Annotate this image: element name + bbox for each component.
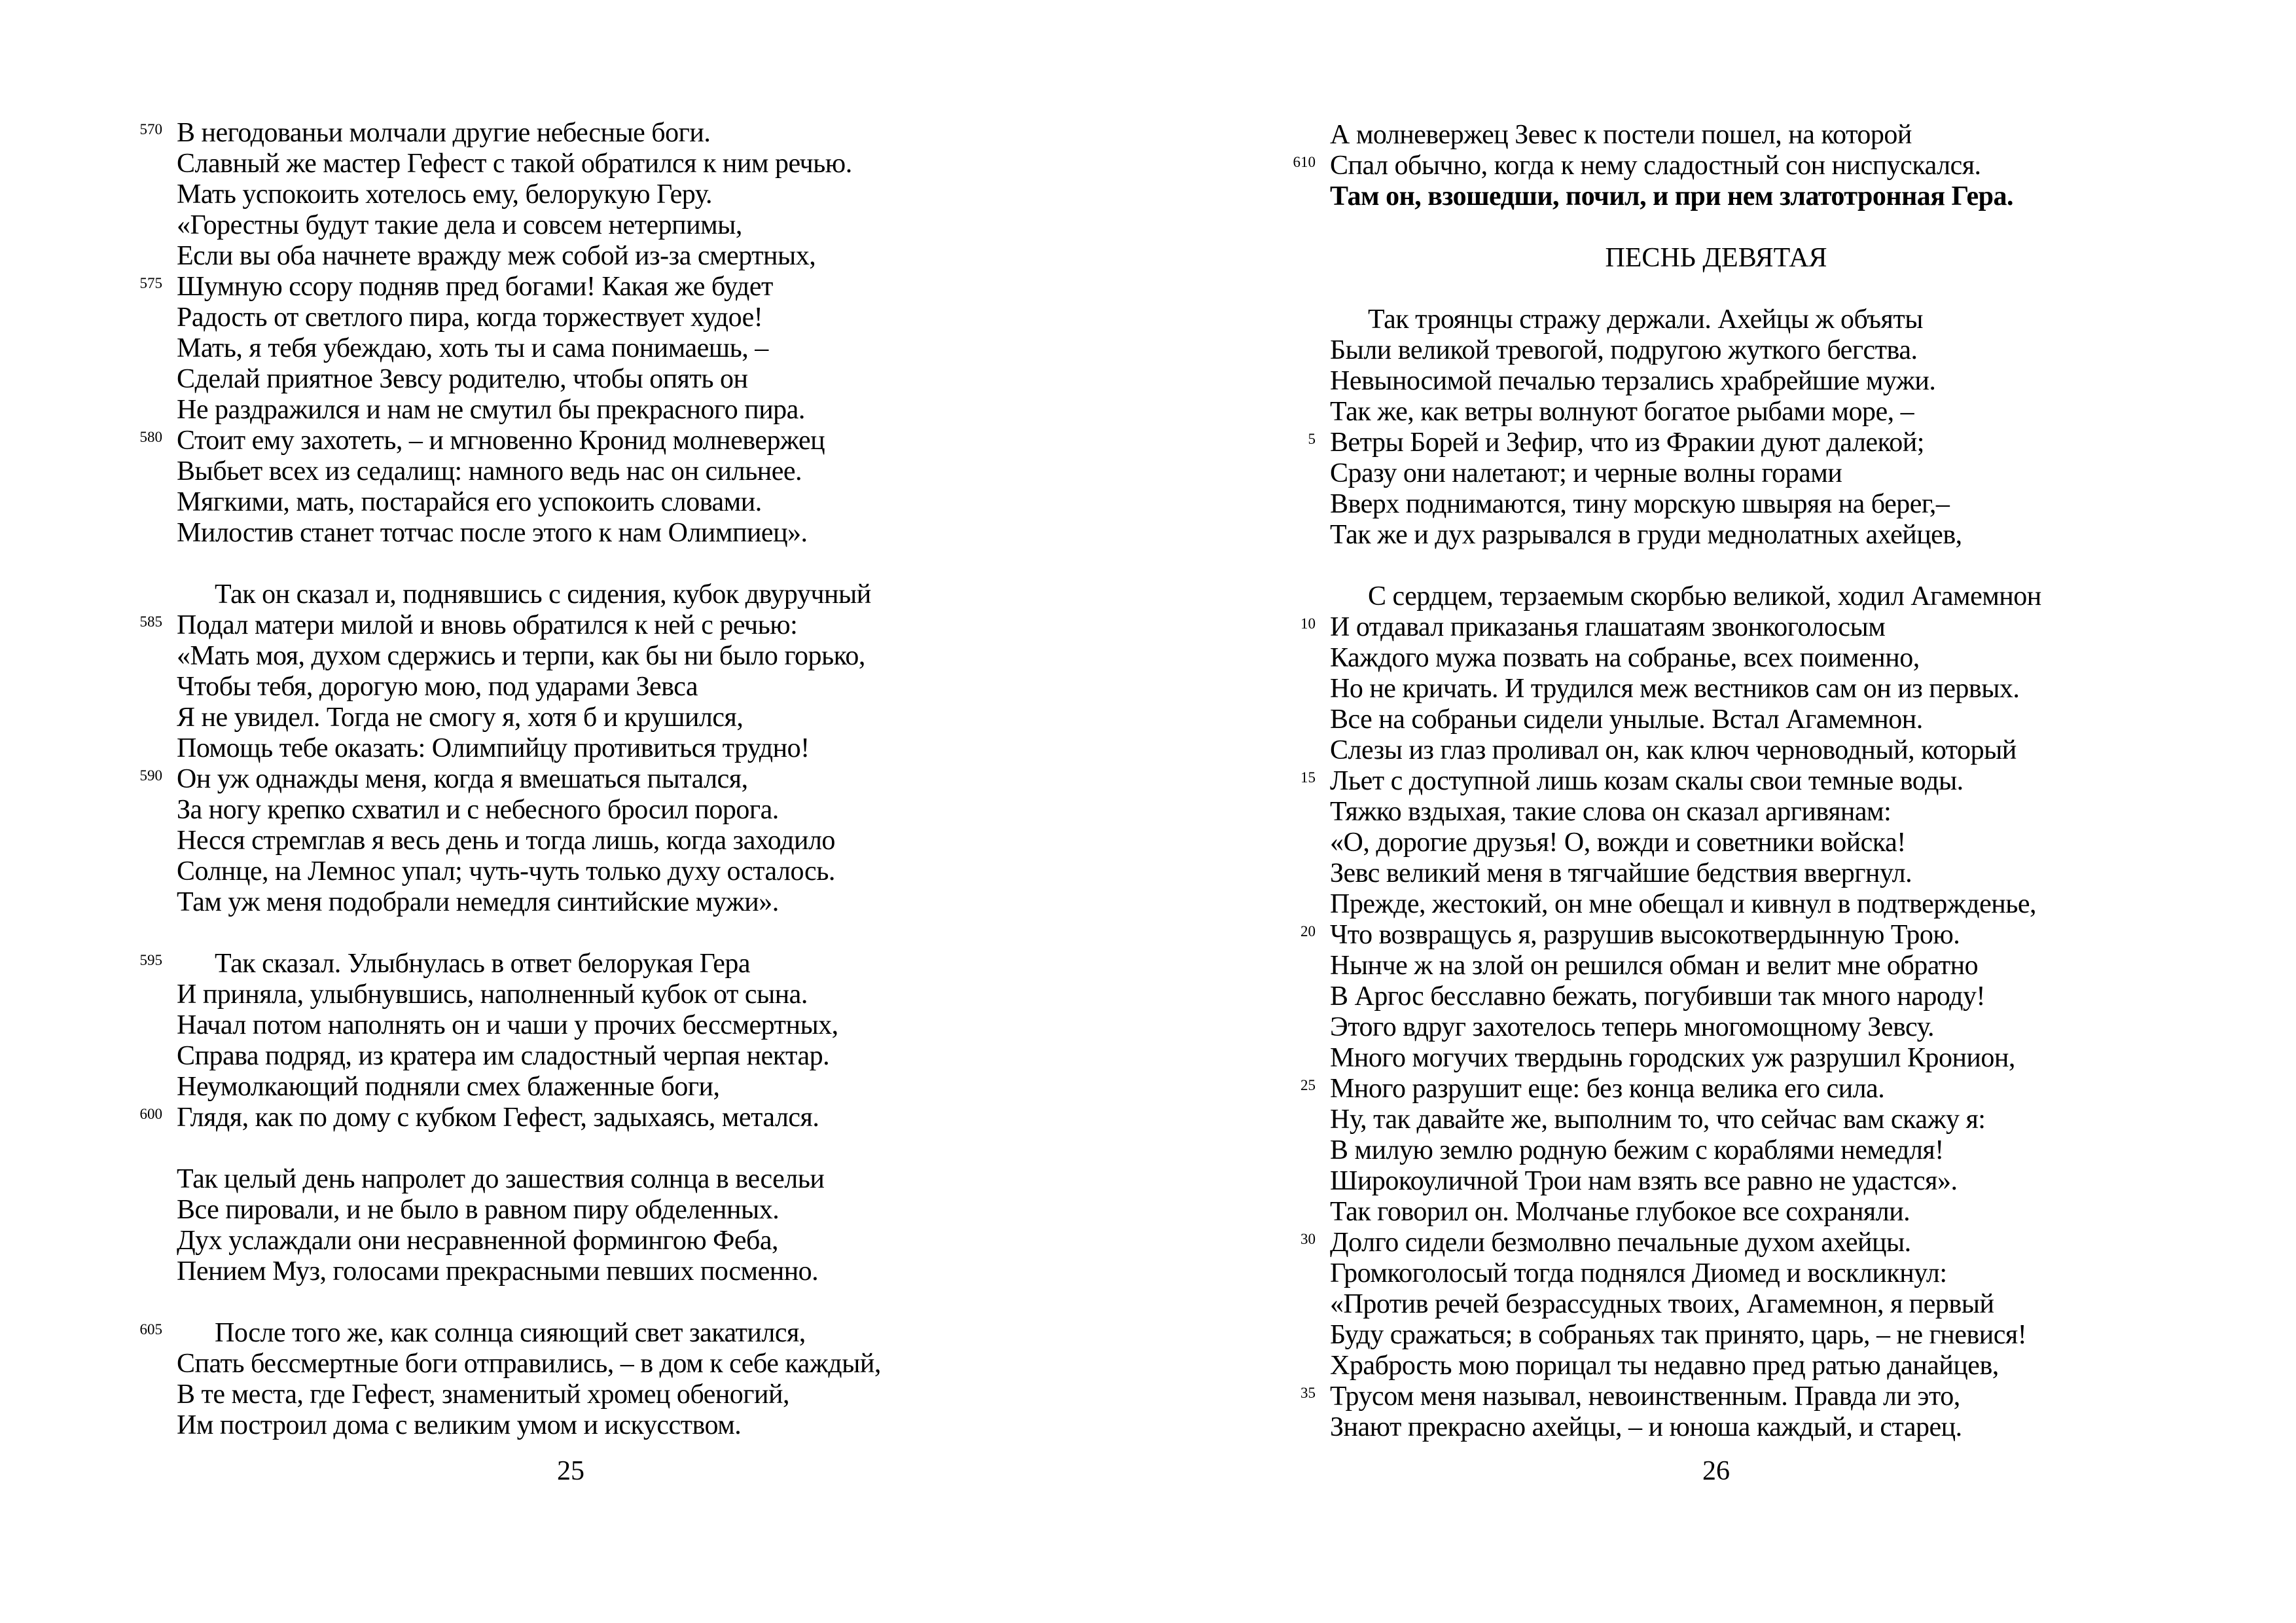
verse-line — [177, 210, 988, 241]
verse-line — [1330, 1289, 2161, 1320]
verse-text: Были великой тревогой, подругою жуткого бегства. — [1330, 335, 1918, 365]
verse-text: В милую землю родную бежим с кораблями немедля! — [1330, 1135, 1944, 1165]
verse-text: Слезы из глаз проливал он, как ключ черноводный, который — [1330, 735, 2017, 765]
verse-text: Все пировали, и не было в равном пиру обделенных. — [177, 1195, 780, 1225]
verse-line — [1330, 1412, 2161, 1443]
line-number: 35 — [1300, 1385, 1316, 1401]
verse-text: «О, дорогие друзья! О, вожди и советники войска! — [1330, 828, 1906, 858]
verse-line — [1300, 920, 2161, 951]
verse-text: Пением Муз, голосами прекрасными певших посменно. — [177, 1256, 819, 1286]
verse-line — [177, 1226, 988, 1256]
verse-text: Так говорил он. Молчанье глубокое все сохраняли. — [1330, 1197, 1910, 1227]
verse-line — [1330, 704, 2161, 735]
verse-line — [1330, 1043, 2161, 1074]
verse-line — [177, 1410, 988, 1441]
verse-text: Радость от светлого пира, когда торжествует худое! — [177, 302, 763, 333]
line-number: 610 — [1293, 154, 1316, 170]
verse-line — [177, 856, 988, 887]
verse-line — [139, 118, 988, 149]
line-number: 25 — [1300, 1077, 1316, 1093]
verse-line — [1330, 1012, 2161, 1043]
verse-line — [177, 241, 988, 272]
verse-line — [1300, 766, 2161, 797]
stanza — [139, 579, 988, 918]
verse-text: Помощь тебе оказать: Олимпийцу противиться трудно! — [177, 733, 810, 763]
verse-text: С сердцем, терзаемым скорбью великой, ходил Агамемнон — [1368, 581, 2041, 611]
verse-line — [1330, 951, 2161, 981]
verse-line — [1330, 735, 2161, 766]
verse-text: Неумолкающий подняли смех блаженные боги, — [177, 1072, 720, 1102]
verse-text: «Горестны будут такие дела и совсем нетерпимы, — [177, 210, 742, 240]
verse-text: Начал потом наполнять он и чаши у прочих бессмертных, — [177, 1010, 838, 1040]
verse-line — [1330, 828, 2161, 858]
verse-line — [177, 518, 988, 549]
stanza — [177, 1164, 988, 1287]
verse-text: Им построил дома с великим умом и искусством. — [177, 1410, 742, 1440]
verse-text: Невыносимой печалью терзались храбрейшие мужи. — [1330, 366, 1936, 396]
verse-text: Так целый день напролет до зашествия солнца в весельи — [177, 1164, 825, 1194]
stanza — [139, 1318, 988, 1441]
verse-text: В негодованьи молчали другие небесные боги. — [177, 118, 711, 148]
verse-line — [177, 1195, 988, 1226]
verse-line — [177, 1379, 988, 1410]
verse-line — [177, 826, 988, 856]
page-number-right: 26 — [1702, 1456, 1730, 1486]
verse-text: Каждого мужа позвать на собранье, всех поименно, — [1330, 643, 1920, 673]
verse-column-right — [1293, 120, 2161, 1443]
verse-text: Мать, я тебя убеждаю, хоть ты и сама понимаешь, – — [177, 333, 768, 363]
line-number: 590 — [139, 767, 162, 784]
verse-text: Если вы оба начнете вражду меж собой из-за смертных, — [177, 241, 816, 271]
verse-line — [1330, 1135, 2161, 1166]
line-number: 585 — [139, 613, 162, 630]
verse-line — [177, 733, 988, 764]
line-number: 30 — [1300, 1231, 1316, 1247]
verse-line — [1330, 520, 2161, 551]
verse-line — [177, 364, 988, 395]
verse-text: Глядя, как по дому с кубком Гефест, задыхаясь, метался. — [177, 1103, 819, 1133]
verse-line — [177, 641, 988, 672]
verse-line — [1330, 1351, 2161, 1381]
verse-text: Буду сражаться; в собраньях так принято, царь, – не гневися! — [1330, 1320, 2027, 1350]
verse-text: Льет с доступной лишь козам скалы свои темные воды. — [1330, 766, 1964, 796]
verse-text: Трусом меня называл, невоинственным. Правда ли это, — [1330, 1381, 1960, 1412]
verse-text: Зевс великий меня в тягчайшие бедствия ввергнул. — [1330, 858, 1912, 888]
verse-line — [1330, 489, 2161, 520]
verse-line — [177, 333, 988, 364]
verse-line — [1300, 1228, 2161, 1258]
verse-text: После того же, как солнца сияющий свет закатился, — [215, 1318, 806, 1348]
line-number: 600 — [139, 1106, 162, 1122]
verse-line — [177, 149, 988, 179]
verse-text: Спать бессмертные боги отправились, – в дом к себе каждый, — [177, 1349, 881, 1379]
verse-line — [177, 1010, 988, 1041]
verse-line — [1300, 1074, 2161, 1104]
verse-text: Мягкими, мать, постарайся его успокоить словами. — [177, 487, 762, 517]
verse-text: А молневержец Зевес к постели пошел, на которой — [1330, 120, 1912, 150]
verse-line — [1330, 1258, 2161, 1289]
verse-text: Этого вдруг захотелось теперь многомощному Зевсу. — [1330, 1012, 1934, 1042]
verse-text: Широкоуличной Трои нам взять все равно не удастся». — [1330, 1166, 1958, 1196]
verse-line — [1330, 643, 2161, 674]
line-number: 605 — [139, 1321, 162, 1338]
verse-line — [1330, 581, 2161, 612]
verse-line — [1330, 397, 2161, 428]
verse-line — [1308, 428, 2161, 458]
verse-text: В те места, где Гефест, знаменитый хромец обеногий, — [177, 1379, 789, 1410]
verse-line — [177, 672, 988, 702]
verse-text: И отдавал приказанья глашатаям звонкоголосым — [1330, 612, 1886, 642]
line-number: 595 — [139, 952, 162, 968]
verse-text: Дух услаждали они несравненной формингою Феба, — [177, 1226, 779, 1256]
verse-line — [1330, 1197, 2161, 1228]
verse-text: Спал обычно, когда к нему сладостный сон ниспускался. — [1330, 151, 1981, 181]
verse-line — [177, 702, 988, 733]
verse-text: И приняла, улыбнувшись, наполненный кубок от сына. — [177, 979, 808, 1010]
verse-text: Милостив станет тотчас после этого к нам Олимпиец». — [177, 518, 808, 548]
verse-line — [1330, 1104, 2161, 1135]
stanza — [139, 118, 988, 549]
verse-text: Много могучих твердынь городских уж разрушил Кронион, — [1330, 1043, 2015, 1073]
verse-line — [139, 764, 988, 795]
verse-text: Солнце, на Лемнос упал; чуть-чуть только духу осталось. — [177, 856, 835, 886]
verse-text: Так же и дух разрывался в груди меднолатных ахейцев, — [1330, 520, 1962, 550]
verse-text: Там он, взошедши, почил, и при нем златотронная Гера. — [1330, 181, 2014, 211]
verse-line — [1330, 458, 2161, 489]
verse-text: Чтобы тебя, дорогую мою, под ударами Зевса — [177, 672, 698, 702]
page-number-left: 25 — [557, 1456, 584, 1486]
verse-text: Он уж однажды меня, когда я вмешаться пытался, — [177, 764, 748, 794]
verse-text: Шумную ссору подняв пред богами! Какая же будет — [177, 272, 773, 302]
verse-line — [1330, 858, 2161, 889]
stanza — [1293, 120, 2161, 212]
verse-line — [1300, 1381, 2161, 1412]
verse-text: Не раздражился и нам не смутил бы прекрасного пира. — [177, 395, 805, 425]
verse-line — [1330, 1166, 2161, 1197]
verse-text: «Мать моя, духом сдержись и терпи, как бы ни было горько, — [177, 641, 865, 671]
stanza — [1300, 581, 2161, 1443]
verse-line — [177, 1072, 988, 1103]
verse-line — [1300, 612, 2161, 643]
stanza — [139, 949, 988, 1133]
verse-text: Так он сказал и, поднявшись с сидения, кубок двуручный — [215, 579, 871, 610]
verse-text: Знают прекрасно ахейцы, – и юноша каждый, и старец. — [1330, 1412, 1962, 1442]
verse-line — [177, 1041, 988, 1072]
line-number: 575 — [139, 275, 162, 291]
verse-line — [177, 395, 988, 426]
line-number: 570 — [139, 121, 162, 137]
verse-line — [139, 272, 988, 302]
verse-text: За ногу крепко схватил и с небесного бросил порога. — [177, 795, 779, 825]
verse-line — [1330, 981, 2161, 1012]
verse-line — [1330, 335, 2161, 366]
verse-line — [1330, 181, 2161, 212]
verse-line — [1330, 1320, 2161, 1351]
verse-column-left — [139, 118, 988, 1441]
verse-text: Долго сидели безмолвно печальные духом ахейцы. — [1330, 1228, 1911, 1258]
canto-heading: ПЕСНЬ ДЕВЯТАЯ — [1605, 243, 1827, 273]
verse-line — [1293, 151, 2161, 181]
verse-text: Тяжко вздыхая, такие слова он сказал аргивянам: — [1330, 797, 1892, 827]
verse-line — [1330, 120, 2161, 151]
verse-line — [177, 302, 988, 333]
verse-text: Выбьет всех из седалищ: намного ведь нас он сильнее. — [177, 456, 802, 486]
line-number: 580 — [139, 429, 162, 445]
verse-line — [177, 795, 988, 826]
verse-text: Так сказал. Улыбнулась в ответ белорукая Гера — [215, 949, 751, 979]
verse-text: Прежде, жестокий, он мне обещал и кивнул в подтвержденье, — [1330, 889, 2037, 919]
verse-line — [177, 887, 988, 918]
verse-text: Я не увидел. Тогда не смогу я, хотя б и крушился, — [177, 702, 744, 733]
verse-text: Громкоголосый тогда поднялся Диомед и воскликнул: — [1330, 1258, 1947, 1288]
verse-text: Справа подряд, из кратера им сладостный черпая нектар. — [177, 1041, 830, 1071]
verse-text: Вверх поднимаются, тину морскую швыряя на берег,– — [1330, 489, 1950, 519]
verse-text: Так троянцы стражу держали. Ахейцы ж объяты — [1368, 304, 1923, 335]
verse-text: Сделай приятное Зевсу родителю, чтобы опять он — [177, 364, 748, 394]
verse-line — [177, 1349, 988, 1379]
verse-line — [177, 487, 988, 518]
verse-line — [177, 179, 988, 210]
stanza — [1308, 304, 2161, 551]
verse-line — [1330, 366, 2161, 397]
line-number: 15 — [1300, 769, 1316, 786]
verse-text: Ветры Борей и Зефир, что из Фракии дуют далекой; — [1330, 428, 1924, 458]
verse-line — [1330, 797, 2161, 828]
verse-text: Так же, как ветры волнуют богатое рыбами море, – — [1330, 397, 1914, 427]
line-number: 5 — [1308, 431, 1316, 447]
verse-line — [177, 456, 988, 487]
verse-text: Нынче ж на злой он решился обман и велит мне обратно — [1330, 951, 1979, 981]
verse-line — [177, 1164, 988, 1195]
verse-text: Храбрость мою порицал ты недавно пред ратью данайцев, — [1330, 1351, 1999, 1381]
verse-line — [139, 1103, 988, 1133]
verse-text: Подал матери милой и вновь обратился к ней с речью: — [177, 610, 798, 640]
verse-text: Но не кричать. И трудился меж вестников сам он из первых. — [1330, 674, 2020, 704]
verse-line — [139, 426, 988, 456]
verse-line — [139, 610, 988, 641]
verse-text: Там уж меня подобрали немедля синтийские мужи». — [177, 887, 779, 917]
verse-text: Все на собраньи сидели унылые. Встал Агамемнон. — [1330, 704, 1923, 735]
verse-text: Мать успокоить хотелось ему, белорукую Геру. — [177, 179, 712, 210]
verse-text: Сразу они налетают; и черные волны горами — [1330, 458, 1842, 488]
verse-line — [177, 579, 988, 610]
verse-line — [1330, 889, 2161, 920]
verse-line — [139, 949, 988, 979]
verse-line — [1330, 674, 2161, 704]
verse-line — [177, 1256, 988, 1287]
verse-text: «Против речей безрассудных твоих, Агамемнон, я первый — [1330, 1289, 1994, 1319]
verse-line — [139, 1318, 988, 1349]
verse-line — [177, 979, 988, 1010]
line-number: 20 — [1300, 923, 1316, 939]
verse-text: Ну, так давайте же, выполним то, что сейчас вам скажу я: — [1330, 1104, 1986, 1135]
verse-text: Стоит ему захотеть, – и мгновенно Кронид молневержец — [177, 426, 825, 456]
line-number: 10 — [1300, 615, 1316, 632]
verse-line — [1330, 304, 2161, 335]
verse-text: Славный же мастер Гефест с такой обратился к ним речью. — [177, 149, 852, 179]
verse-text: Несся стремглав я весь день и тогда лишь, когда заходило — [177, 826, 835, 856]
verse-text: Много разрушит еще: без конца велика его сила. — [1330, 1074, 1885, 1104]
verse-text: Что возвращусь я, разрушив высокотвердынную Трою. — [1330, 920, 1960, 950]
verse-text: В Аргос бесславно бежать, погубивши так много народу! — [1330, 981, 1986, 1012]
